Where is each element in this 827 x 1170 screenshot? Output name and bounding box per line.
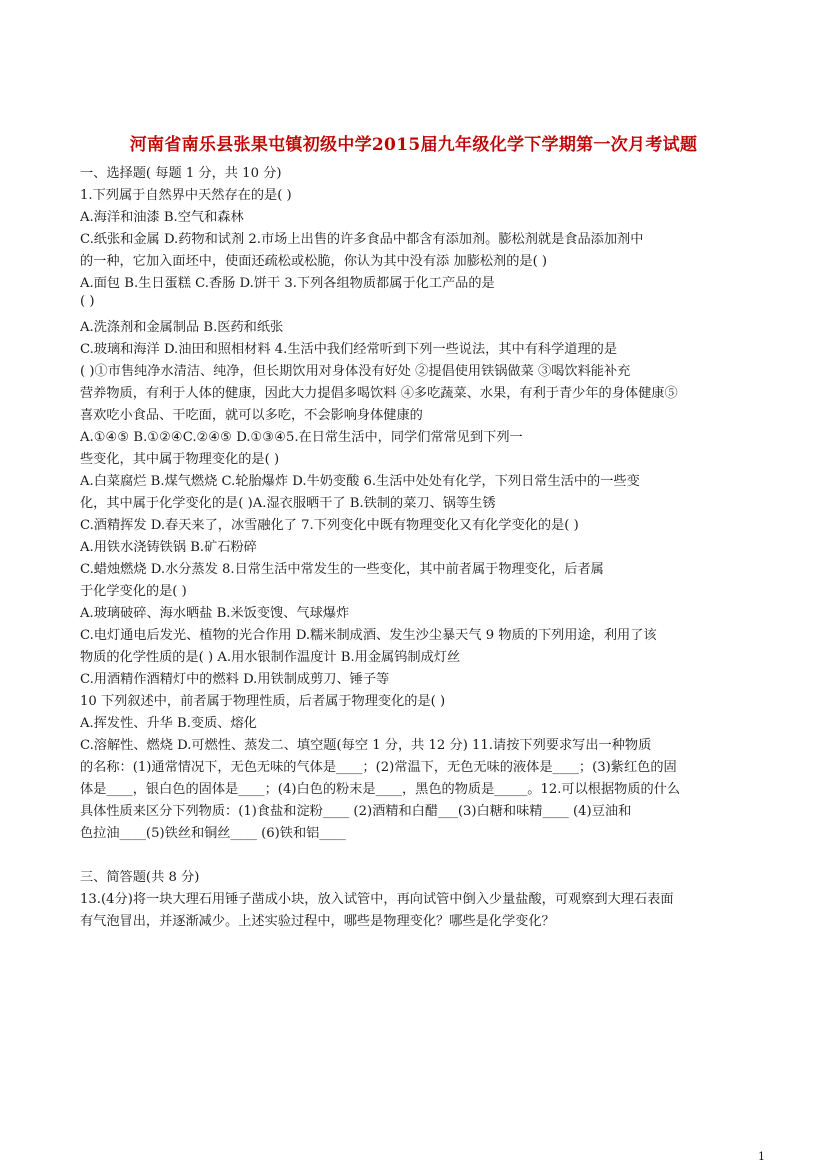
question-line: 体是____，银白色的固体是____；(4)白色的粉末是____，黑色的物质是_____。12.可以根据物质的什么 — [80, 782, 681, 797]
exam-title: 河南省南乐县张果屯镇初级中学2015届九年级化学下学期第一次月考试题 — [129, 135, 698, 155]
question-line: A.用铁水浇铸铁锅 B.矿石粉碎 — [80, 540, 257, 555]
question-line: 于化学变化的是( ) — [80, 584, 187, 599]
question-line: C.电灯通电后发光、植物的光合作用 D.糯米制成酒、发生沙尘暴天气 9 物质的下列用途，利用了该 — [80, 628, 657, 643]
question-line: 具体性质来区分下列物质：(1)食盐和淀粉____ (2)酒精和白醋___(3)白糖和味精____ (4)豆油和 — [80, 804, 632, 819]
question-line: C.用酒精作酒精灯中的燃料 D.用铁制成剪刀、锤子等 — [80, 672, 390, 687]
question-line: 色拉油____(5)铁丝和铜丝____ (6)铁和铝____ — [80, 826, 346, 841]
question-line: 的一种，它加入面坯中，使面还疏松或松脆，你认为其中没有添 加膨松剂的是( ) — [80, 254, 548, 269]
page-number: 1 — [758, 1150, 765, 1163]
question-line: C.玻璃和海洋 D.油田和照相材料 4.生活中我们经常听到下列一些说法，其中有科学道理的是 — [80, 342, 618, 357]
question-line: C.蜡烛燃烧 D.水分蒸发 8.日常生活中常发生的一些变化，其中前者属于物理变化，后者属 — [80, 562, 604, 577]
question-line: 13.(4分)将一块大理石用锤子凿成小块，放入试管中，再向试管中倒入少量盐酸，可观察到大理石表面 — [80, 892, 674, 907]
question-line: 物质的化学性质的是( ) A.用水银制作温度计 B.用金属钨制成灯丝 — [80, 650, 461, 665]
question-line: 营养物质，有利于人体的健康，因此大力提倡多喝饮料 ④多吃蔬菜、水果，有利于青少年的身体健康⑤ — [80, 386, 678, 401]
section-heading-short-answer: 三、简答题(共 8 分) — [80, 870, 200, 885]
question-line: 有气泡冒出，并逐渐减少。上述实验过程中，哪些是物理变化？哪些是化学变化？ — [80, 914, 555, 929]
question-line: C.溶解性、燃烧 D.可燃性、蒸发二、填空题(每空 1 分，共 12 分) 11.请按下列要求写出一种物质 — [80, 738, 652, 753]
question-line: 10 下列叙述中，前者属于物理性质，后者属于物理变化的是( ) — [80, 694, 446, 709]
question-line: A.面包 B.生日蛋糕 C.香肠 D.饼干 3.下列各组物质都属于化工产品的是 — [80, 276, 495, 291]
question-line: C.酒精挥发 D.春天来了，冰雪融化了 7.下列变化中既有物理变化又有化学变化的是( ) — [80, 518, 579, 533]
question-line: 1.下列属于自然界中天然存在的是( ) — [80, 188, 292, 203]
question-line: 些变化，其中属于物理变化的是( ) — [80, 452, 280, 467]
question-line: A.挥发性、升华 B.变质、熔化 — [80, 716, 257, 731]
question-line: A.海洋和油漆 B.空气和森林 — [80, 210, 244, 225]
question-line: A.玻璃破碎、海水晒盐 B.米饭变馊、气球爆炸 — [80, 606, 350, 621]
question-line: C.纸张和金属 D.药物和试剂 2.市场上出售的许多食品中都含有添加剂。膨松剂就是食品添加剂中 — [80, 232, 644, 247]
question-line: 喜欢吃小食品、干吃面，就可以多吃，不会影响身体健康的 — [80, 408, 423, 423]
question-line: A.①④⑤ B.①②④C.②④⑤ D.①③④5.在日常生活中，同学们常常见到下列一 — [80, 430, 523, 445]
question-line: 的名称：(1)通常情况下，无色无味的气体是____；(2)常温下，无色无味的液体是____；(3)紫红色的固 — [80, 760, 677, 775]
question-line: 化，其中属于化学变化的是( )A.湿衣服晒干了 B.铁制的菜刀、锅等生锈 — [80, 496, 496, 511]
section-heading-choice: 一、选择题( 每题 1 分，共 10 分) — [80, 166, 282, 181]
question-line: ( ) — [80, 294, 95, 309]
question-line: ( )①市售纯净水清洁、纯净，但长期饮用对身体没有好处 ②提倡使用铁锅做菜 ③喝饮料能补充 — [80, 364, 631, 379]
question-line: A.白菜腐烂 B.煤气燃烧 C.轮胎爆炸 D.牛奶变酸 6.生活中处处有化学，下列日常生活中的一些变 — [80, 474, 640, 489]
question-line: A.洗涤剂和金属制品 B.医药和纸张 — [80, 320, 284, 335]
